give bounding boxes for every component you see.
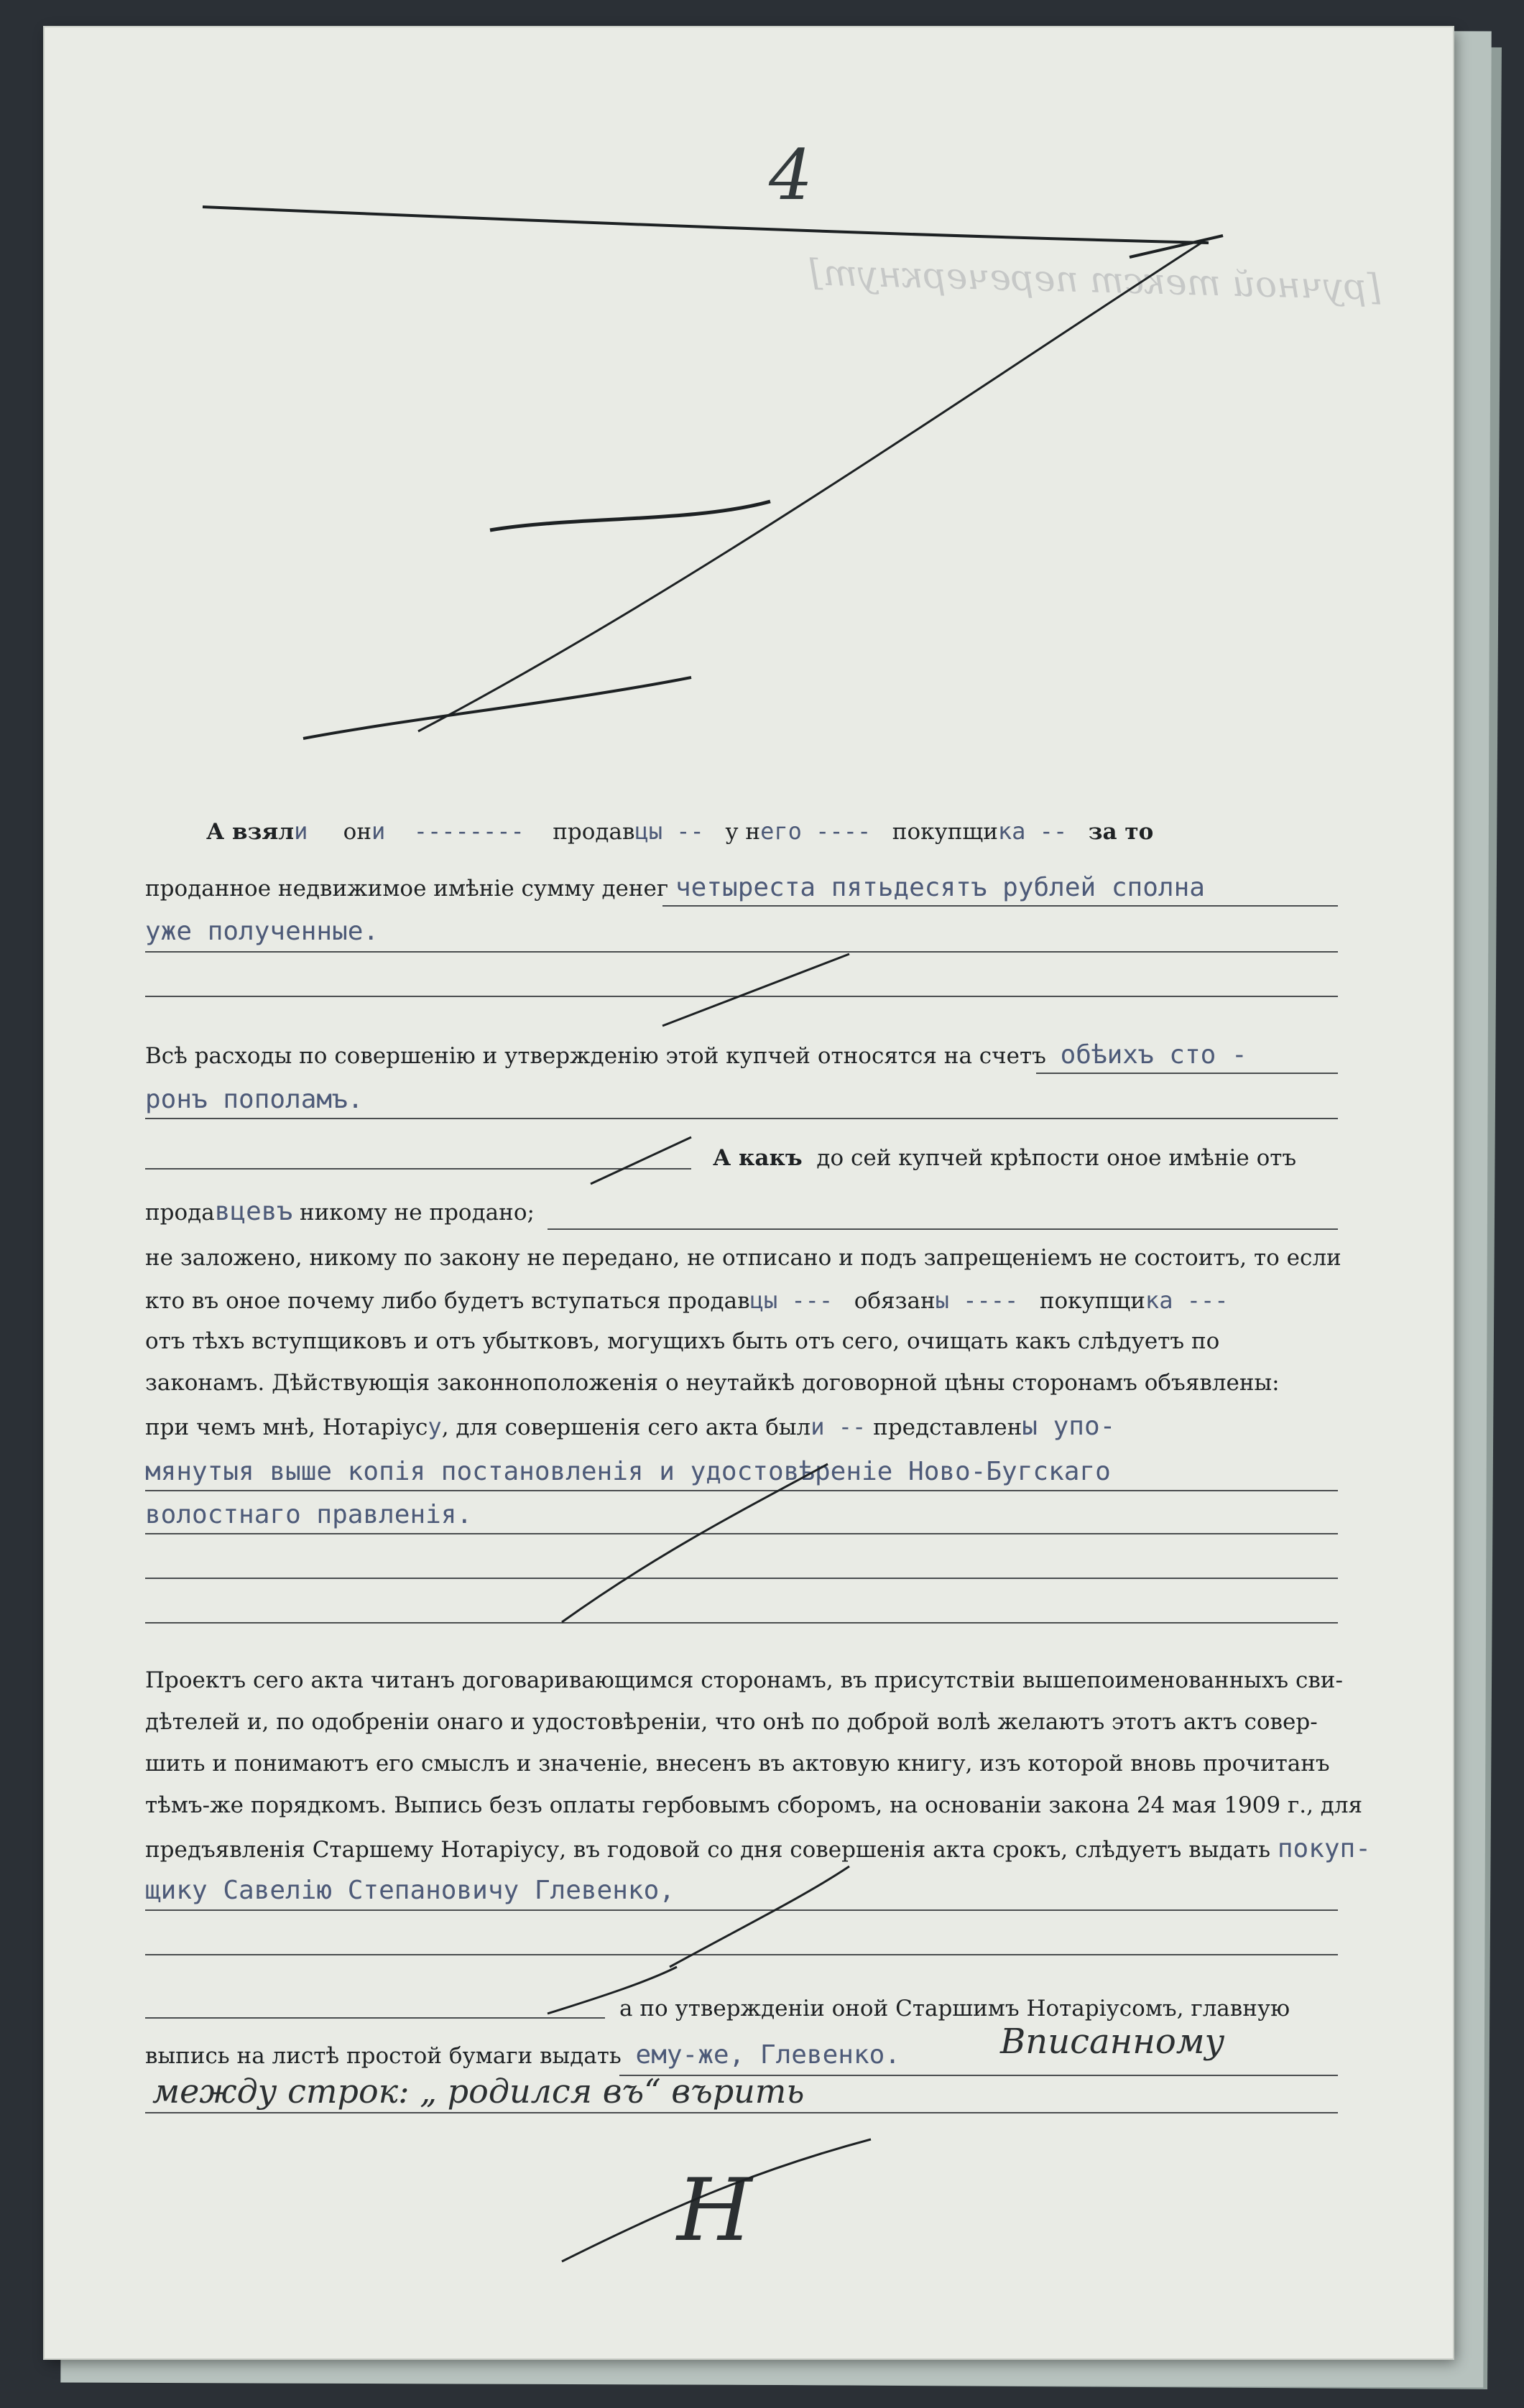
strike-line [662, 954, 849, 1026]
stricken-handwriting: [ручной текст перечеркнут] [808, 251, 1382, 309]
text-line: Всѣ расходы по совершенію и утвержденію этой купчей относятся на счетъ обѣихъ сто - [145, 1040, 1247, 1070]
strike-line [490, 501, 770, 530]
text-line: мянутыя выше копія постановленія и удостовѣреніе Ново-Бугскаго [145, 1457, 1111, 1486]
strike-line [418, 243, 1201, 731]
text-line: выпись на листѣ простой бумаги выдать ему-же, Глевенко. [145, 2040, 900, 2070]
text-line: шить и понимаютъ его смыслъ и значеніе, внесенъ въ актовую книгу, изъ которой вновь прочитанъ [145, 1751, 1330, 1777]
document-page [45, 27, 1453, 2358]
handwritten-note: между строк: „ родился въ“ върить [152, 2072, 805, 2111]
text-line: уже полученные. [145, 917, 379, 946]
text-line: щику Савелію Степановичу Глевенко, [145, 1876, 675, 1905]
strike-line [203, 207, 1209, 243]
strike-line [303, 677, 691, 738]
text-line: дѣтелей и, по одобреніи онаго и удостовѣреніи, что онѣ по доброй волѣ желаютъ этотъ актъ совер- [145, 1709, 1318, 1735]
text-line: волостнаго правленія. [145, 1500, 473, 1529]
text-line: кто въ оное почему либо будетъ вступаться продавцы --- обязаны ---- покупщика --- [145, 1287, 1229, 1314]
text-line: не заложено, никому по закону не передано, не отписано и подъ запрещеніемъ не состоитъ, то если [145, 1245, 1341, 1271]
strike-line [562, 2139, 871, 2261]
strike-line [1130, 236, 1223, 257]
text-line: тѣмъ-же порядкомъ. Выпись безъ оплаты гербовымъ сборомъ, на основаніи закона 24 мая 1909 г., для [145, 1792, 1363, 1818]
strike-line [562, 1464, 828, 1622]
text-line: проданное недвижимое имѣніе сумму денег четыреста пятьдесятъ рублей сполна [145, 873, 1205, 902]
text-line: а по утвержденіи оной Старшимъ Нотаріусомъ, главную [619, 1996, 1290, 2022]
strike-line [670, 1866, 849, 1967]
text-line: Проектъ сего акта читанъ договаривающимся сторонамъ, въ присутствіи вышепоименованныхъ сви- [145, 1667, 1343, 1693]
text-line: продавцевъ никому не продано; [145, 1197, 535, 1226]
signature: Н [677, 2161, 752, 2261]
text-line: законамъ. Дѣйствующія законноположенія о неутайкѣ договорной цѣны сторонамъ объявлены: [145, 1370, 1280, 1396]
pen-strokes [45, 27, 1453, 2358]
text-line: А какъ до сей купчей крѣпости оное имѣніе отъ [713, 1145, 1297, 1171]
page-number: 4 [769, 135, 813, 216]
strike-line [591, 1137, 691, 1184]
strike-line [548, 1967, 677, 2014]
handwritten-note: Вписанному [1000, 2022, 1225, 2062]
text-line: отъ тѣхъ вступщиковъ и отъ убытковъ, могущихъ быть отъ сего, очищать какъ слѣдуетъ по [145, 1328, 1220, 1354]
text-line: при чемъ мнѣ, Нотаріусу, для совершенія сего акта были -- представлены упо- [145, 1412, 1116, 1441]
text-line: предъявленія Старшему Нотаріусу, въ годовой со дня совершенія акта срокъ, слѣдуетъ выдать покуп- [145, 1834, 1371, 1863]
text-line: ронъ пополамъ. [145, 1085, 364, 1114]
text-line: А взяли они -------- продавцы -- у него ---- покупщика -- за то [206, 818, 1154, 845]
